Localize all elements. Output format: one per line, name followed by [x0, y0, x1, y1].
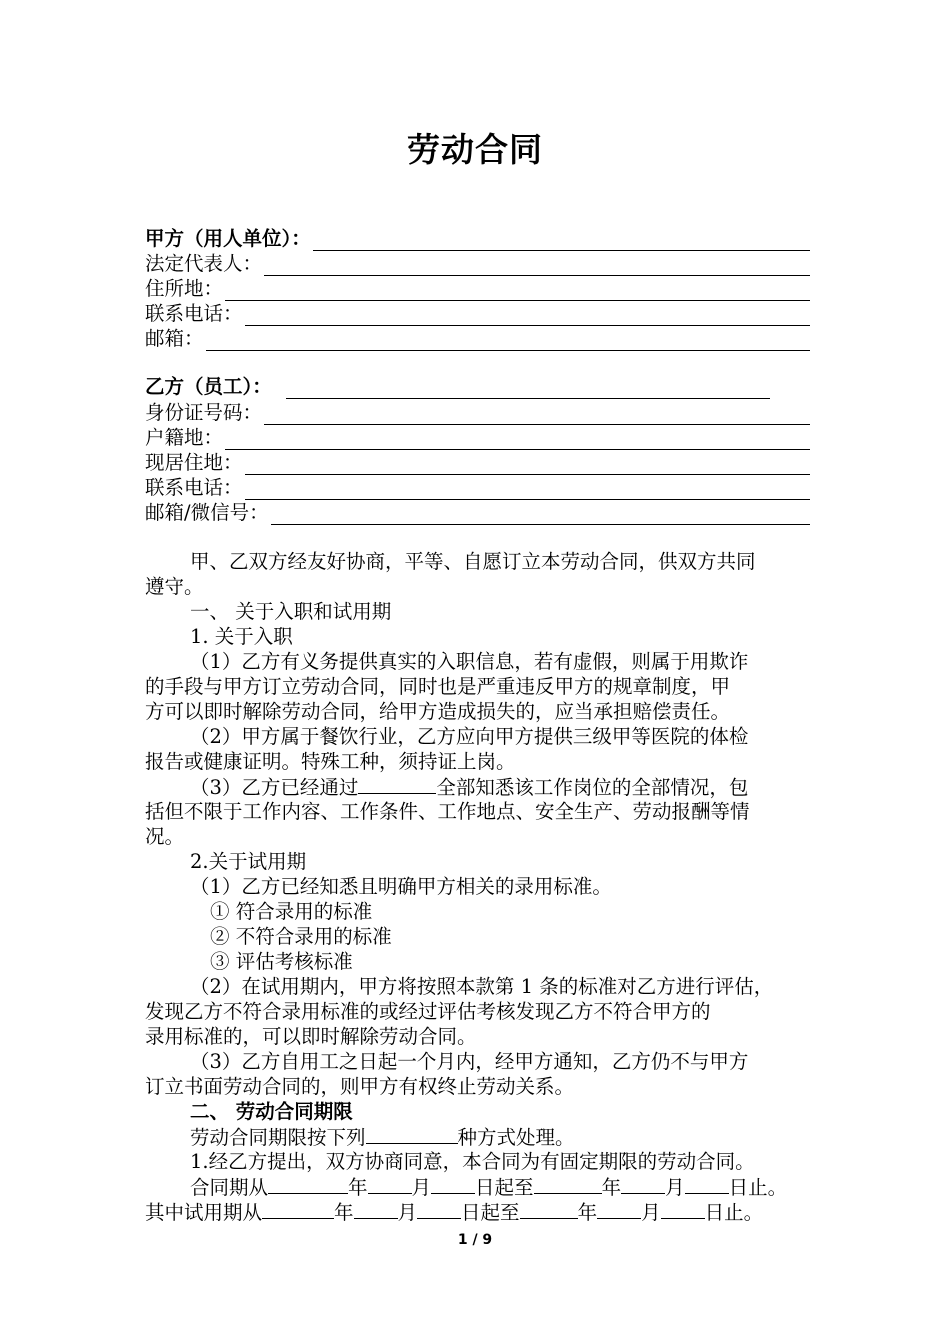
- probation-end-day-blank[interactable]: [661, 1199, 705, 1219]
- probation-term-line: [145, 1199, 810, 1225]
- clause-1-1-3-line-2: 括但不限于工作内容、工作条件、工作地点、安全生产、劳动报酬等情: [145, 800, 750, 823]
- clause-1-1-1-line-1: （1）乙方有义务提供真实的入职信息，若有虚假，则属于用欺诈: [190, 650, 749, 673]
- probation-start-month-blank[interactable]: [354, 1199, 398, 1219]
- clause-1-1-1-line-3: 方可以即时解除劳动合同，给甲方造成损失的，应当承担赔偿责任。: [145, 700, 731, 723]
- clause-1-2-1: （1）乙方已经知悉且明确甲方相关的录用标准。: [190, 875, 612, 898]
- party-a-address-label: 住所地：: [145, 277, 224, 300]
- probation-prefix: 其中试用期从: [145, 1201, 263, 1224]
- section-2-intro: [190, 1124, 855, 1150]
- clause-1-1-3-line-3: 况。: [145, 825, 185, 848]
- party-b-email-label: 邮箱/微信号：: [145, 501, 269, 524]
- probation-start-day-unit: 日起至: [461, 1201, 520, 1224]
- section-2-intro-pre: 劳动合同期限按下列: [190, 1126, 366, 1149]
- party-a-phone-label: 联系电话：: [145, 302, 243, 325]
- term-end-day-blank[interactable]: [685, 1174, 729, 1194]
- clause-1-2-3-line-2: 订立书面劳动合同的，则甲方有权终止劳动关系。: [145, 1075, 575, 1098]
- probation-end-day-unit: 日止。: [704, 1201, 764, 1224]
- party-b-phone-label: 联系电话：: [145, 476, 243, 499]
- party-a-email-label: 邮箱：: [145, 327, 204, 350]
- party-b-phone-field: [145, 475, 810, 500]
- residence-field: [145, 450, 810, 475]
- clause-1-1-2-line-1: （2）甲方属于餐饮行业，乙方应向甲方提供三级甲等医院的体检: [190, 725, 749, 748]
- household-field: [145, 425, 810, 450]
- term-end-month-unit: 月: [665, 1176, 685, 1199]
- party-b-email-field: [145, 500, 810, 525]
- probation-start-month-unit: 月: [397, 1201, 418, 1224]
- probation-end-month-blank[interactable]: [597, 1199, 641, 1219]
- party-b-phone-blank[interactable]: [245, 479, 810, 500]
- clause-1-1-heading: 1. 关于入职: [190, 625, 293, 648]
- clause-1-2-2-line-1: （2）在试用期内，甲方将按照本款第 1 条的标准对乙方进行评估，: [190, 975, 774, 998]
- clause-1-1-3-pre: （3）乙方已经通过: [190, 776, 359, 799]
- id-number-field: [145, 400, 810, 425]
- household-blank[interactable]: [225, 429, 810, 450]
- party-a-phone-field: [145, 301, 810, 326]
- clause-2-1: 1.经乙方提出，双方协商同意，本合同为有固定期限的劳动合同。: [190, 1150, 755, 1173]
- id-number-blank[interactable]: [264, 404, 810, 425]
- probation-end-month-unit: 月: [641, 1201, 661, 1224]
- clause-1-1-3-line-1: [190, 774, 855, 800]
- criteria-item-2: ② 不符合录用的标准: [210, 925, 392, 948]
- intro-line-2: 遵守。: [145, 575, 204, 598]
- party-b-name-blank[interactable]: [286, 378, 770, 399]
- criteria-item-1: ① 符合录用的标准: [210, 900, 373, 923]
- contract-term-line: [190, 1174, 855, 1200]
- document-title: 劳动合同: [407, 130, 543, 169]
- term-start-day-blank[interactable]: [431, 1174, 475, 1194]
- residence-blank[interactable]: [245, 454, 810, 475]
- probation-start-day-blank[interactable]: [417, 1199, 461, 1219]
- party-a-heading: 甲方（用人单位）：: [145, 227, 311, 250]
- clause-1-1-3-blank[interactable]: [358, 774, 436, 794]
- clause-1-2-2-line-2: 发现乙方不符合录用标准的或经过评估考核发现乙方不符合甲方的: [145, 1000, 711, 1023]
- party-a-email-blank[interactable]: [206, 330, 810, 351]
- term-start-year-unit: 年: [348, 1176, 368, 1199]
- criteria-item-3: ③ 评估考核标准: [210, 950, 353, 973]
- term-end-day-unit: 日止。: [728, 1176, 788, 1199]
- term-start-day-unit: 日起至: [475, 1176, 534, 1199]
- term-start-month-blank[interactable]: [368, 1174, 412, 1194]
- clause-1-1-3-post: 全部知悉该工作岗位的全部情况，包: [436, 776, 749, 799]
- legal-rep-blank[interactable]: [264, 255, 810, 276]
- term-end-year-blank[interactable]: [534, 1174, 602, 1194]
- party-a-heading-field: [145, 226, 810, 251]
- clause-1-1-2-line-2: 报告或健康证明。特殊工种，须持证上岗。: [145, 750, 516, 773]
- legal-rep-label: 法定代表人：: [145, 252, 263, 275]
- probation-end-year-unit: 年: [577, 1201, 598, 1224]
- section-1-heading: 一、 关于入职和试用期: [190, 600, 392, 623]
- clause-1-2-heading: 2.关于试用期: [190, 850, 307, 873]
- term-start-month-unit: 月: [411, 1176, 432, 1199]
- contract-term-prefix: 合同期从: [190, 1176, 269, 1199]
- term-end-month-blank[interactable]: [621, 1174, 665, 1194]
- party-a-phone-blank[interactable]: [245, 305, 810, 326]
- probation-start-year-unit: 年: [334, 1201, 354, 1224]
- probation-start-year-blank[interactable]: [262, 1199, 334, 1219]
- section-2-intro-post: 种方式处理。: [457, 1126, 575, 1149]
- residence-label: 现居住地：: [145, 451, 243, 474]
- party-b-email-blank[interactable]: [271, 504, 810, 525]
- probation-end-year-blank[interactable]: [520, 1199, 578, 1219]
- id-number-label: 身份证号码：: [145, 401, 263, 424]
- party-b-heading-field: [145, 374, 770, 399]
- clause-1-2-3-line-1: （3）乙方自用工之日起一个月内，经甲方通知，乙方仍不与甲方: [190, 1050, 749, 1073]
- clause-1-1-1-line-2: 的手段与甲方订立劳动合同，同时也是严重违反甲方的规章制度，甲: [145, 675, 731, 698]
- legal-rep-field: [145, 251, 810, 276]
- party-b-heading: 乙方（员工）：: [145, 375, 272, 398]
- section-2-heading: 二、 劳动合同期限: [190, 1100, 353, 1123]
- party-a-name-blank[interactable]: [313, 230, 810, 251]
- term-start-year-blank[interactable]: [268, 1174, 348, 1194]
- term-method-blank[interactable]: [366, 1124, 458, 1144]
- party-a-address-blank[interactable]: [225, 280, 810, 301]
- page-number: 1 / 9: [457, 1232, 493, 1248]
- party-a-address-field: [145, 276, 810, 301]
- party-a-email-field: [145, 326, 810, 351]
- clause-1-2-2-line-3: 录用标准的，可以即时解除劳动合同。: [145, 1025, 477, 1048]
- intro-line-1: 甲、乙双方经友好协商，平等、自愿订立本劳动合同，供双方共同: [190, 550, 756, 573]
- household-label: 户籍地：: [145, 426, 224, 449]
- term-end-year-unit: 年: [601, 1176, 622, 1199]
